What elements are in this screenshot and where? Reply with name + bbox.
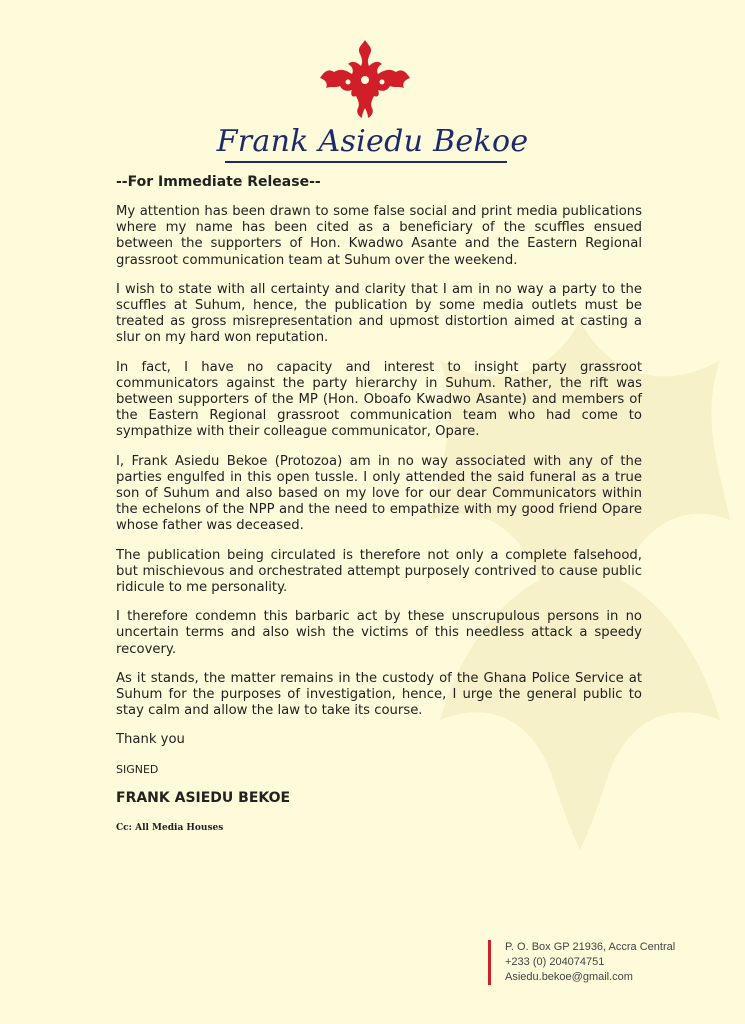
- letter-body: [116, 204, 642, 849]
- letterhead-name: Frank Asiedu Bekoe: [216, 124, 529, 159]
- footer-email[interactable]: Asiedu.bekoe@gmail.com: [505, 971, 633, 983]
- cc-line: Cc: All Media Houses: [116, 823, 224, 834]
- paragraph-4: I, Frank Asiedu Bekoe (Protozoa) am in no way associated with any of the parties engulfed in this open tussle. I only attended the said funeral as a true son of Suhum and also based on my love for our dear Communicators within the echelons of the NPP and the need to empathize with my good friend Opare whose father was deceased.: [116, 453, 642, 534]
- footer-phone: +233 (0) 204074751: [505, 956, 605, 968]
- paragraph-7: As it stands, the matter remains in the custody of the Ghana Police Service at Suhum for the purposes of investigation, hence, I urge the general public to stay calm and allow the law to take its course.: [116, 670, 642, 719]
- thanks-line: Thank you: [116, 732, 185, 748]
- footer-address: P. O. Box GP 21936, Accra Central: [505, 941, 676, 953]
- adinkra-emblem-icon: [318, 38, 412, 122]
- letterhead-divider: [225, 161, 507, 163]
- paragraph-1: My attention has been drawn to some false social and print media publications where my name has been cited as a beneficiary of the scuffles ensued between the supporters of Hon. Kwadwo Asante and the Eastern Regional grassroot communication team at Suhum over the weekend.: [116, 204, 642, 268]
- paragraph-5: The publication being circulated is therefore not only a complete falsehood, but mischievous and orchestrated attempt purposely contrived to cause public ridicule to me personality.: [116, 547, 642, 596]
- paragraph-3: In fact, I have no capacity and interest to insight party grassroot communicators against the party hierarchy in Suhum. Rather, the rift was between supporters of the MP (Hon. Oboafo Kwadwo Asante) and members of the Eastern Regional grassroot communication team who had come to sympathize with their colleague communicator, Opare.: [116, 359, 642, 440]
- paragraph-2: I wish to state with all certainty and clarity that I am in no way a party to the scuffles at Suhum, hence, the publication by some media outlets must be treated as gross misrepresentation and upmost distortion aimed at casting a slur on my hard won reputation.: [116, 281, 642, 346]
- signed-label: SIGNED: [116, 762, 159, 776]
- contact-footer: [488, 940, 675, 985]
- signer-name: FRANK ASIEDU BEKOE: [116, 789, 291, 806]
- paragraph-6: I therefore condemn this barbaric act by these unscrupulous persons in no uncertain terms and also wish the victims of this needless attack a speedy recovery.: [116, 609, 642, 657]
- release-label: --For Immediate Release--: [116, 174, 321, 190]
